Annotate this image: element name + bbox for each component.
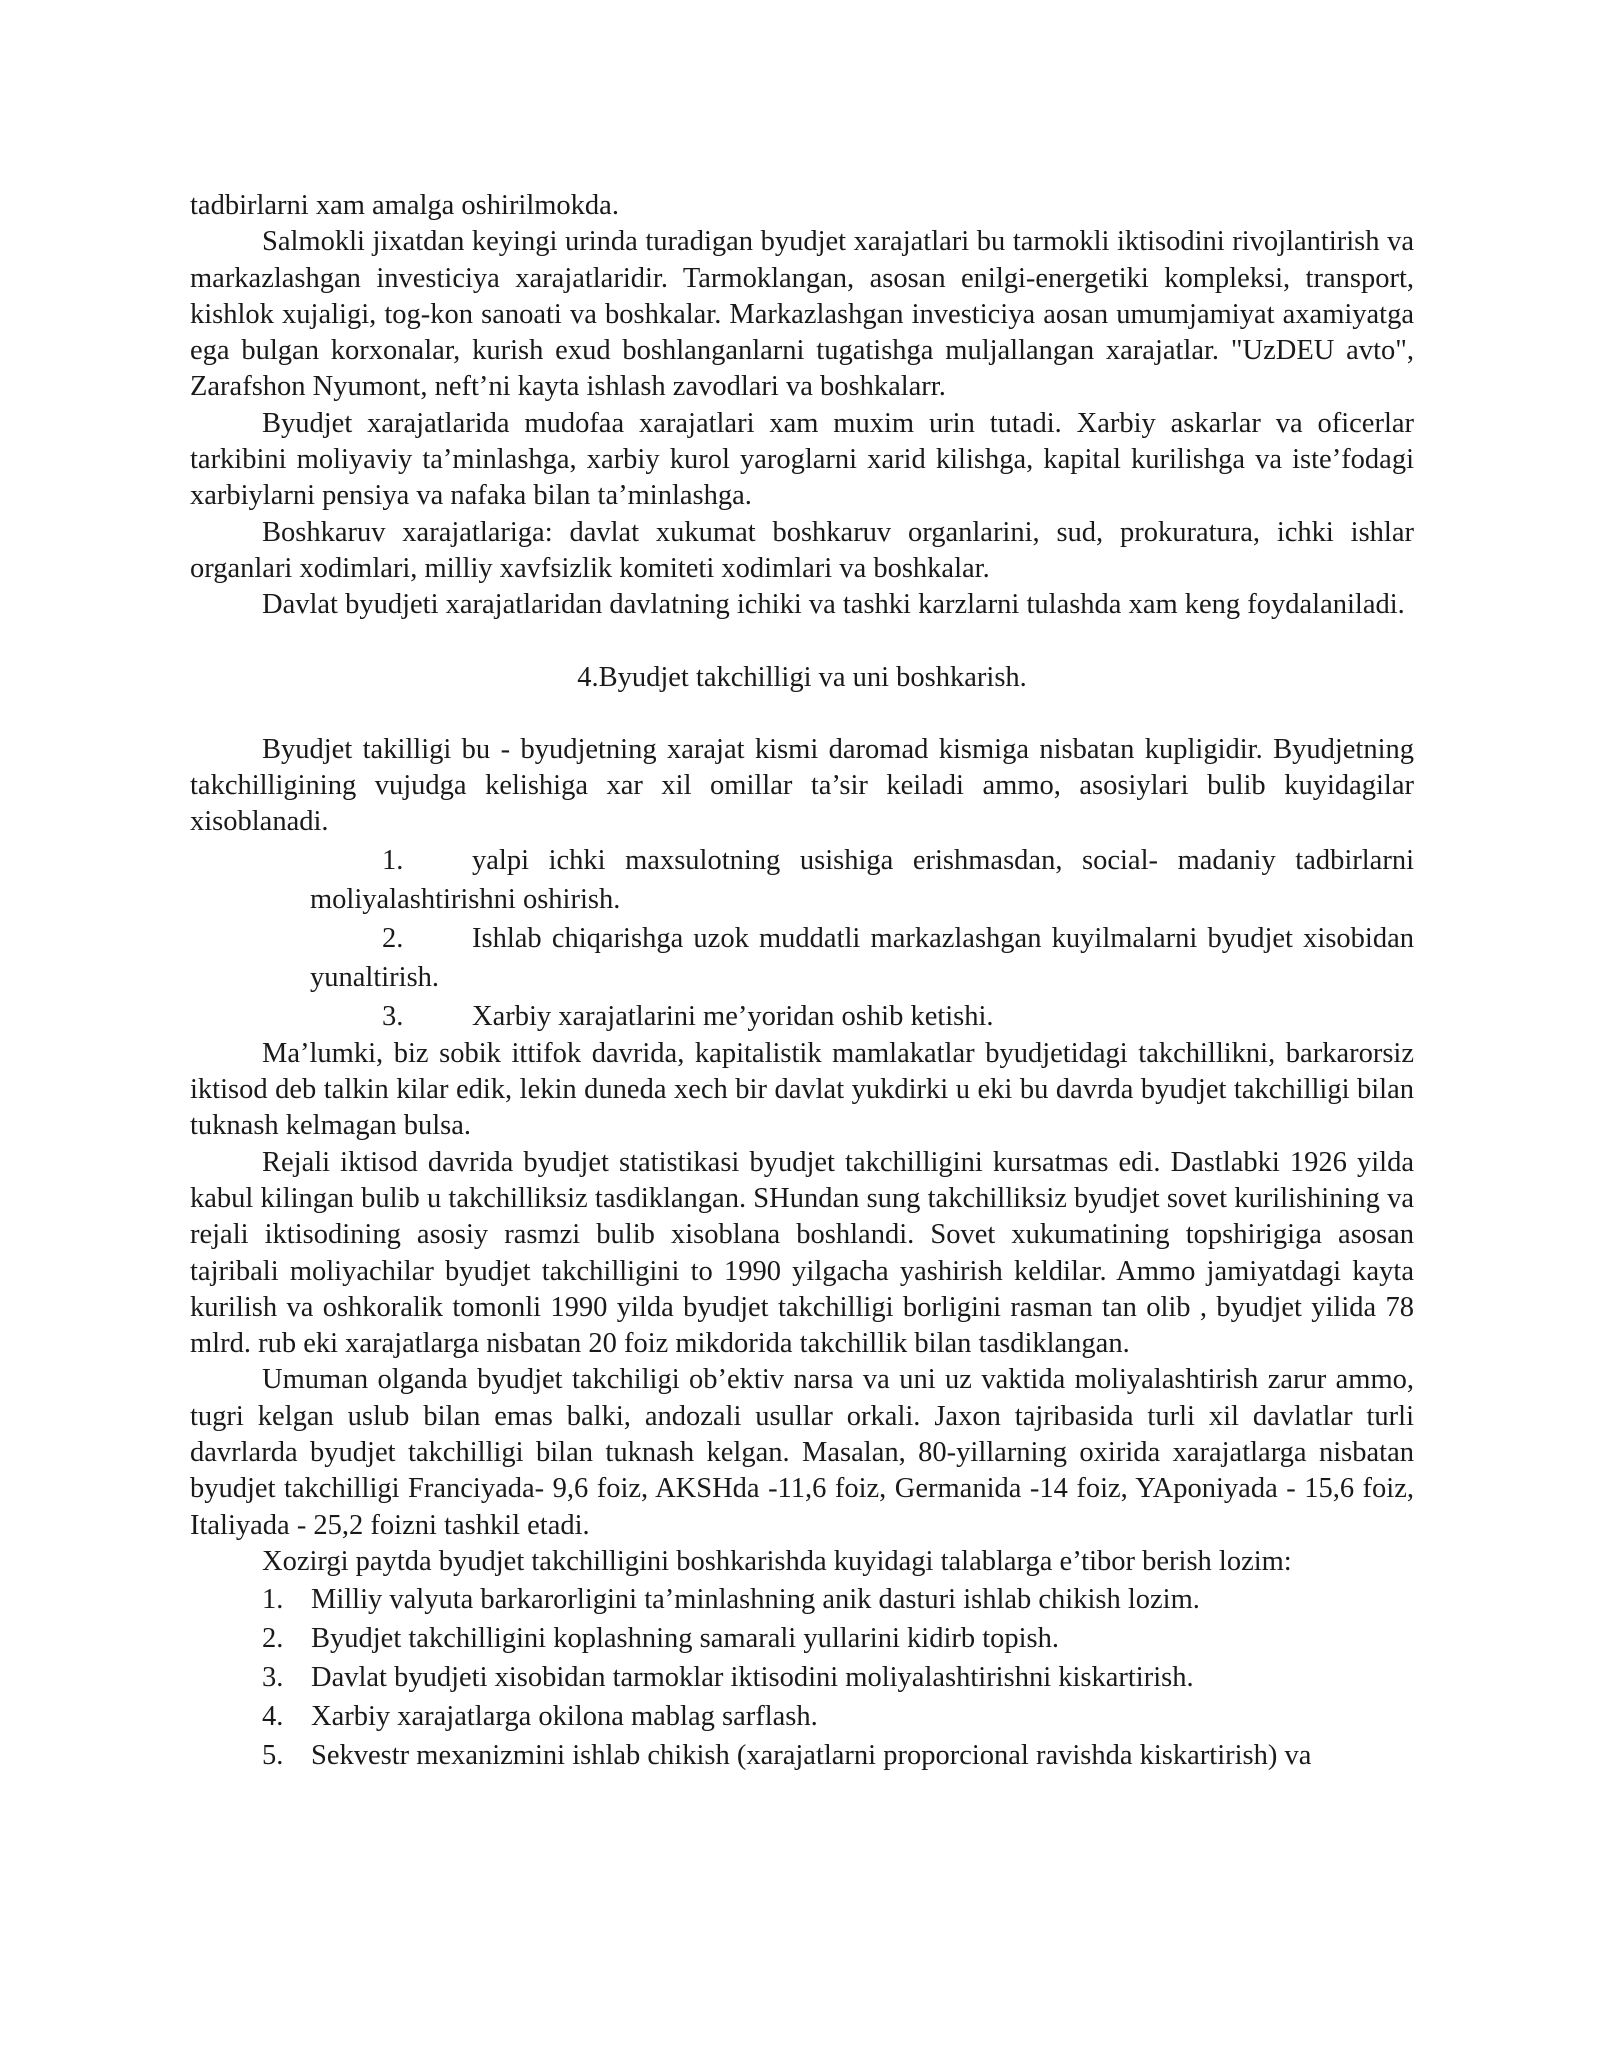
list-item — [190, 1736, 1414, 1775]
deficit-causes-list — [190, 841, 1414, 1036]
paragraph-requirements-intro: Xozirgi paytda byudjet takchilligini boshkarishda kuyidagi talablarga e’tibor berish lozim: — [262, 1545, 1292, 1577]
list-item-number: 5. — [262, 1740, 284, 1772]
list-item — [310, 997, 1414, 1036]
list-item-number: 2. — [382, 922, 404, 954]
list-item-text: Byudjet takchilligini koplashning samarali yullarini kidirb topish. — [311, 1623, 1060, 1655]
list-item-number: 1. — [262, 1584, 284, 1616]
paragraph-investment-expenses: Salmokli jixatdan keyingi urinda turadigan byudjet xarajatlari bu tarmokli iktisodini rivojlantirish va markazlashgan investiciya xarajatlaridir. Tarmoklangan, asosan enilgi-energetiki kompleksi, transport, kishlok xujaligi, tog-kon sanoati va boshkalar. Markazlashgan investiciya aosan umumjamiyat axamiyatga ega bulgan korxonalar, kurish exud boshlanganlarni tugatishga muljallangan xarajatlar. "UzDEU avto", Zarafshon Nyumont, neft’ni kayta ishlash zavodlari va boshkalarr. — [190, 226, 1414, 403]
paragraph-planned-economy: Rejali iktisod davrida byudjet statistikasi byudjet takchilligini kursatmas edi. Dastlabki 1926 yilda kabul kilingan bulib u takchilliksiz tasdiklangan. SHundan sung takchilliksiz byudjet sovet kurilishining va rejali iktisodining asosiy rasmzi bulib xisoblana boshlandi. Sovet xukumatining topshirigiga asosan tajribali moliyachilar byudjet takchilligini to 1990 yilgacha yashirish keldilar. Ammo jamiyatdagi kayta kurilish va oshkoralik tomonli 1990 yilda byudjet takchilligi borligini rasman tan olib , byudjet yilida 78 mlrd. rub eki xarajatlarga nisbatan 20 foiz mikdorida takchillik bilan tasdiklangan. — [190, 1146, 1414, 1360]
paragraph-defense-expenses: Byudjet xarajatlarida mudofaa xarajatlari xam muxim urin tutadi. Xarbiy askarlar va oficerlar tarkibini moliyaviy ta’minlashga, xarbiy kurol yaroglarni xarid kilishga, kapital kurilishga va iste’fodagi xarbiylarni pensiya va nafaka bilan ta’minlashga. — [190, 407, 1414, 512]
paragraph-world-experience: Umuman olganda byudjet takchiligi ob’ektiv narsa va uni uz vaktida moliyalashtirish zarur ammo, tugri kelgan uslub bilan emas balki, andozali usullar orkali. Jaxon tajribasida turli xil davlatlar turli davrlarda byudjet takchilligi bilan tuknash kelgan. Masalan, 80-yillarning oxirida xarajatlarga nisbatan byudjet takchilligi Franciyada- 9,6 foiz, AKSHda -11,6 foiz, Germanida -14 foiz, YAponiyada - 15,6 foiz, Italiyada - 25,2 foizni tashkil etadi. — [190, 1364, 1414, 1541]
list-item-text: Xarbiy xarajatlarini me’yoridan oshib ketishi. — [472, 1000, 994, 1032]
section-heading: 4.Byudjet takchilligi va uni boshkarish. — [577, 661, 1027, 693]
list-item-text: Davlat byudjeti xisobidan tarmoklar iktisodini moliyalashtirishni kiskartirish. — [311, 1662, 1194, 1694]
list-item-text: Ishlab chiqarishga uzok muddatli markazlashgan kuyilmalarni byudjet xisobidan yunaltirish. — [310, 922, 1414, 993]
paragraph-administration-expenses: Boshkaruv xarajatlariga: davlat xukumat boshkaruv organlarini, sud, prokuratura, ichki ishlar organlari xodimlari, milliy xavfsizlik komiteti xodimlari va boshkalar. — [190, 516, 1414, 584]
list-item-number: 4. — [262, 1701, 284, 1733]
list-item-number: 3. — [262, 1662, 284, 1694]
paragraph-debt-repayment: Davlat byudjeti xarajatlaridan davlatning ichiki va tashki karzlarni tulashda xam keng foydalaniladi. — [262, 589, 1405, 621]
list-item — [310, 919, 1414, 997]
document-page — [190, 188, 1414, 1775]
list-item — [190, 1580, 1414, 1619]
list-item — [310, 841, 1414, 919]
list-item-text: Xarbiy xarajatlarga okilona mablag sarflash. — [311, 1701, 818, 1733]
list-item — [190, 1658, 1414, 1697]
list-item — [190, 1697, 1414, 1736]
requirements-list — [190, 1580, 1414, 1775]
list-item-number: 1. — [382, 844, 404, 876]
list-item-text: Milliy valyuta barkarorligini ta’minlashning anik dasturi ishlab chikish lozim. — [311, 1584, 1200, 1616]
paragraph-soviet-period: Ma’lumki, biz sobik ittifok davrida, kapitalistik mamlakatlar byudjetidagi takchillikni, barkarorsiz iktisod deb talkin kilar edik, lekin duneda xech bir davlat yukdirki u eki bu davrda byudjet takchilligi bilan tuknash kelmagan bulsa. — [190, 1037, 1414, 1142]
list-item-text: yalpi ichki maxsulotning usishiga erishmasdan, social- madaniy tadbirlarni moliyalashtirishni oshirish. — [310, 844, 1414, 915]
list-item-text: Sekvestr mexanizmini ishlab chikish (xarajatlarni proporcional ravishda kiskartirish) va — [311, 1740, 1312, 1772]
list-item-number: 2. — [262, 1623, 284, 1655]
list-item — [190, 1619, 1414, 1658]
paragraph-deficit-definition: Byudjet takilligi bu - byudjetning xarajat kismi daromad kismiga nisbatan kupligidir. Byudjetning takchilligining vujudga kelishiga xar xil omillar ta’sir keiladi ammo, asosiylari bulib kuyidagilar xisoblanadi. — [190, 733, 1414, 838]
paragraph-continuation: tadbirlarni xam amalga oshirilmokda. — [190, 190, 619, 221]
list-item-number: 3. — [382, 1000, 404, 1032]
